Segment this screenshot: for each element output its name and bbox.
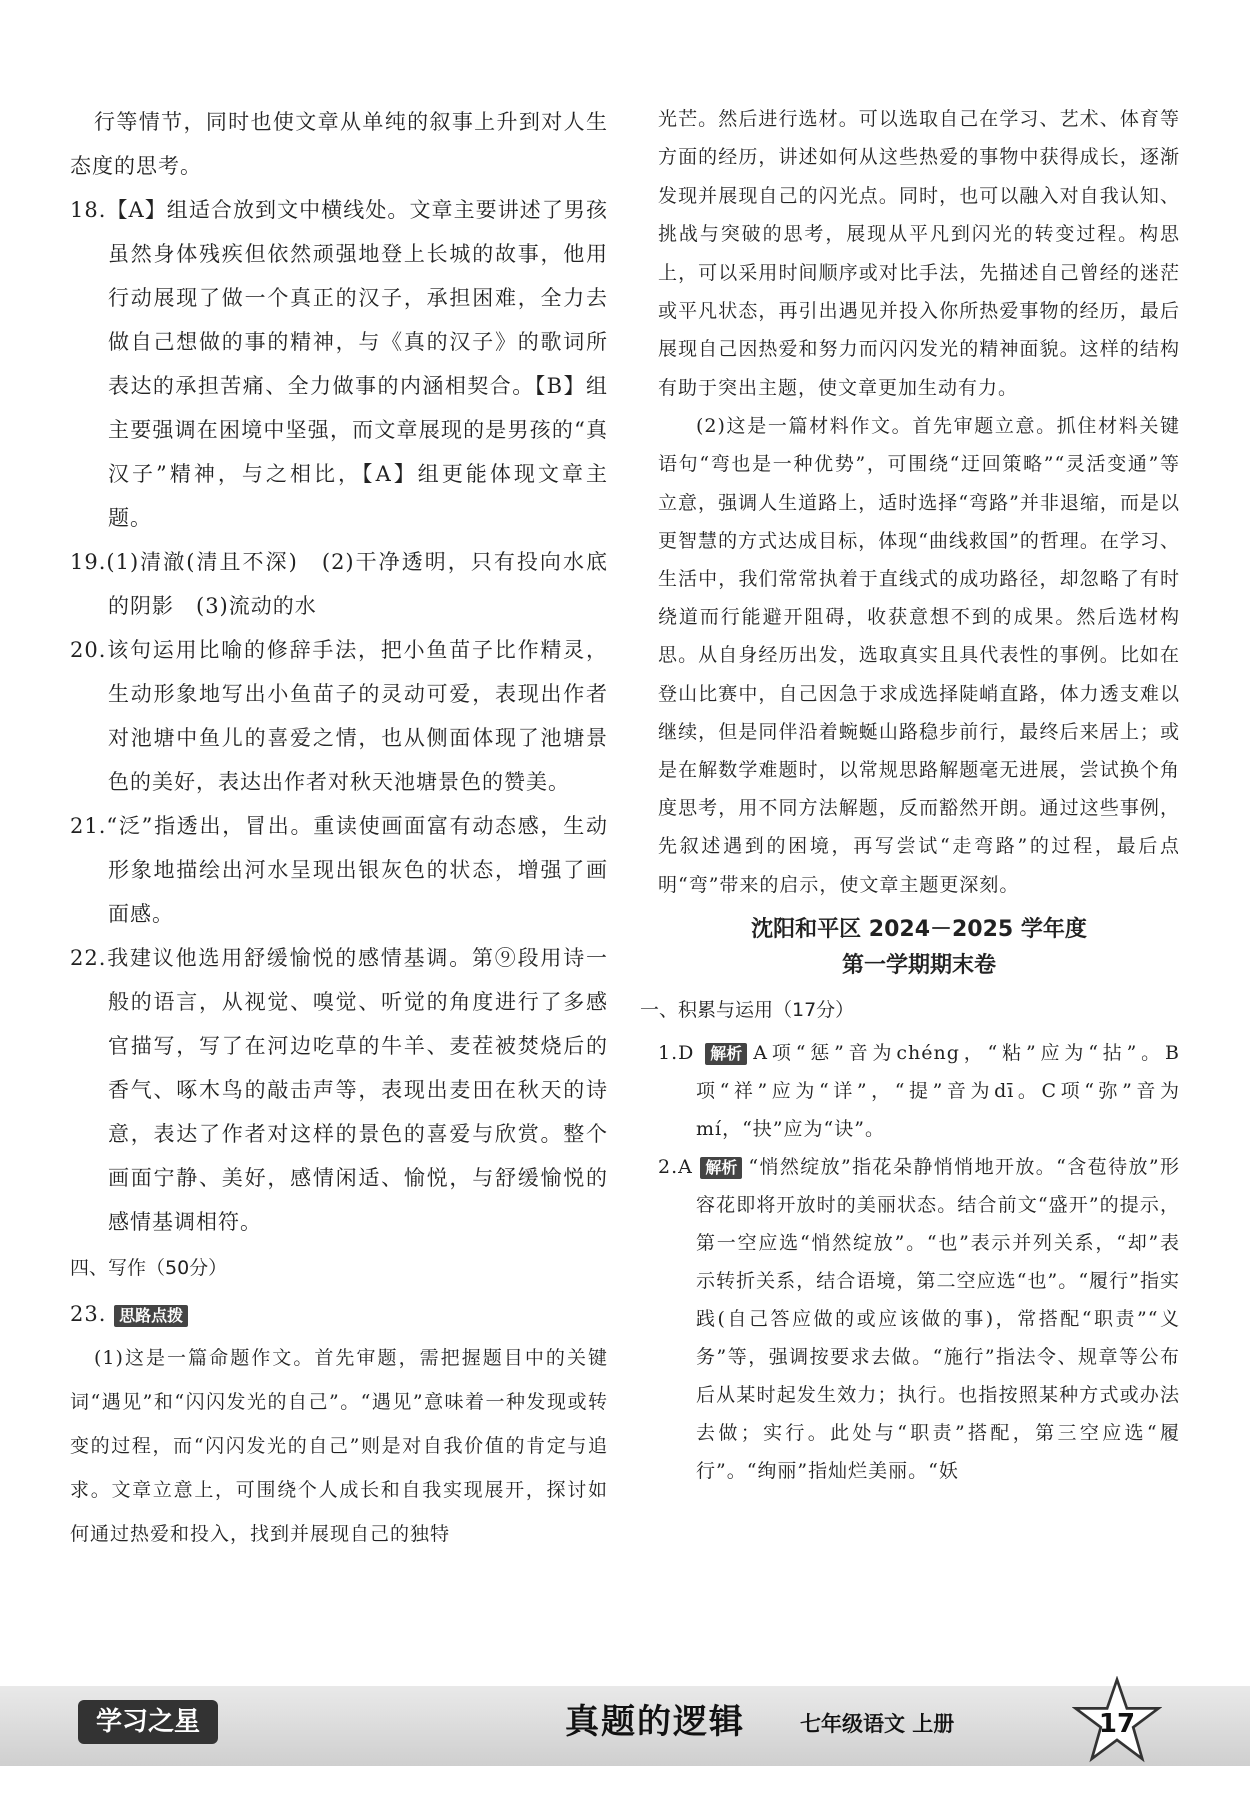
section-accumulation-title: 一、积累与运用（17分） — [640, 998, 855, 1021]
grade-label: 七年级语文 上册 — [800, 1712, 955, 1736]
answer-1-number: 1.D — [658, 1041, 695, 1064]
book-title: 真题的逻辑 — [565, 1702, 745, 1742]
exam-title-line2: 第一学期期末卷 — [841, 952, 996, 978]
answer-2 — [658, 1148, 1180, 1490]
answer-23-part1: (1)这是一篇命题作文。首先审题，需把握题目中的关键词“遇见”和“闪闪发光的自己”。“遇见”意味着一种发现或转变的过程，而“闪闪发光的自己”则是对自我价值的肯定与追求。文章立意上，可围绕个人成长和自我实现展开，探讨如何通过热爱和投入，找到并展现自己的独特 — [70, 1347, 608, 1545]
answer-2-text: “悄然绽放”指花朵静悄悄地开放。“含苞待放”形容花即将开放时的美丽状态。结合前文“盛开”的提示，第一空应选“悄然绽放”。“也”表示并列关系，“却”表示转折关系，结合语境，第二空应选“也”。“履行”指实践(自己答应做的或应该做的事)，常搭配“职责”“义务”等，强调按要求去做。“施行”指法令、规章等公布后从某时起发生效力；执行。也指按照某种方式或办法去做；实行。此处与“职责”搭配，第三空应选“履行”。“绚丽”指灿烂美丽。“妖 — [696, 1155, 1181, 1482]
page-number: 17 — [1098, 1709, 1136, 1739]
answer-19: 19.(1)清澈(清且不深) (2)干净透明，只有投向水底的阴影 (3)流动的水 — [70, 550, 608, 618]
answer-21: 21.“泛”指透出，冒出。重读使画面富有动态感，生动形象地描绘出河水呈现出银灰色的状态，增强了画面感。 — [70, 814, 608, 926]
answer-23-part2: (2)这是一篇材料作文。首先审题立意。抓住材料关键语句“弯也是一种优势”，可围绕“迂回策略”“灵活变通”等立意，强调人生道路上，适时选择“弯路”并非退缩，而是以更智慧的方式达成目标，体现“曲线救国”的哲理。在学习、生活中，我们常常执着于直线式的成功路径，却忽略了有时绕道而行能避开阻碍，收获意想不到的成果。然后选材构思。从自身经历出发，选取真实且具代表性的事例。比如在登山比赛中，自己因急于求成选择陡峭直路，体力透支难以继续，但是同伴沿着蜿蜒山路稳步前行，最终后来居上；或是在解数学难题时，以常规思路解题毫无进展，尝试换个角度思考，用不同方法解题，反而豁然开朗。通过这些事例，先叙述遇到的困境，再写尝试“走弯路”的过程，最后点明“弯”带来的启示，使文章主题更深刻。 — [658, 415, 1180, 896]
answer-2-number: 2.A — [658, 1155, 693, 1178]
hint-tag: 思路点拨 — [114, 1305, 188, 1327]
answer-22: 22.我建议他选用舒缓愉悦的感情基调。第⑨段用诗一般的语言，从视觉、嗅觉、听觉的角度进行了多感官描写，写了在河边吃草的牛羊、麦茬被焚烧后的香气、啄木鸟的敲击声等，表现出麦田在秋天的诗意，表达了作者对这样的景色的喜爱与欣赏。整个画面宁静、美好，感情闲适、愉悦，与舒缓愉悦的感情基调相符。 — [70, 946, 608, 1234]
answer-20: 20.该句运用比喻的修辞手法，把小鱼苗子比作精灵，生动形象地写出小鱼苗子的灵动可爱，表现出作者对池塘中鱼儿的喜爱之情，也从侧面体现了池塘景色的美好，表达出作者对秋天池塘景色的赞美。 — [70, 638, 608, 794]
exam-title-line1: 沈阳和平区 2024－2025 学年度 — [751, 916, 1087, 942]
right-column — [640, 100, 1181, 1490]
analysis-tag: 解析 — [700, 1157, 742, 1179]
paragraph-continued: 行等情节，同时也使文章从单纯的叙事上升到对人生态度的思考。 — [70, 110, 608, 178]
analysis-tag: 解析 — [705, 1043, 747, 1065]
answer-23-number: 23. — [70, 1302, 107, 1326]
answer-1 — [658, 1034, 1180, 1148]
section-writing-title: 四、写作（50分） — [70, 1257, 228, 1279]
answer-23-header — [70, 1292, 608, 1336]
publisher-logo: 学习之星 — [78, 1700, 218, 1744]
answer-23-part1-continued: 光芒。然后进行选材。可以选取自己在学习、艺术、体育等方面的经历，讲述如何从这些热爱的事物中获得成长，逐渐发现并展现自己的闪光点。同时，也可以融入对自我认知、挑战与突破的思考，展现从平凡到闪光的转变过程。构思上，可以采用时间顺序或对比手法，先描述自己曾经的迷茫或平凡状态，再引出遇见并投入你所热爱事物的经历，最后展现自己因热爱和努力而闪闪发光的精神面貌。这样的结构有助于突出主题，使文章更加生动有力。 — [658, 108, 1180, 399]
exam-title — [658, 912, 1180, 984]
answer-18: 18.【A】组适合放到文中横线处。文章主要讲述了男孩虽然身体残疾但依然顽强地登上长城的故事，他用行动展现了做一个真正的汉子，承担困难，全力去做自己想做的事的精神，与《真的汉子》的歌词所表达的承担苦痛、全力做事的内涵相契合。【B】组主要强调在困境中坚强，而文章展现的是男孩的“真汉子”精神，与之相比，【A】组更能体现文章主题。 — [70, 198, 608, 530]
left-column — [70, 100, 608, 1556]
answer-1-text: A项“惩”音为chéng，“粘”应为“拈”。B项“祥”应为“详”，“提”音为dī。C项“弥”音为mí，“抉”应为“诀”。 — [696, 1041, 1180, 1140]
